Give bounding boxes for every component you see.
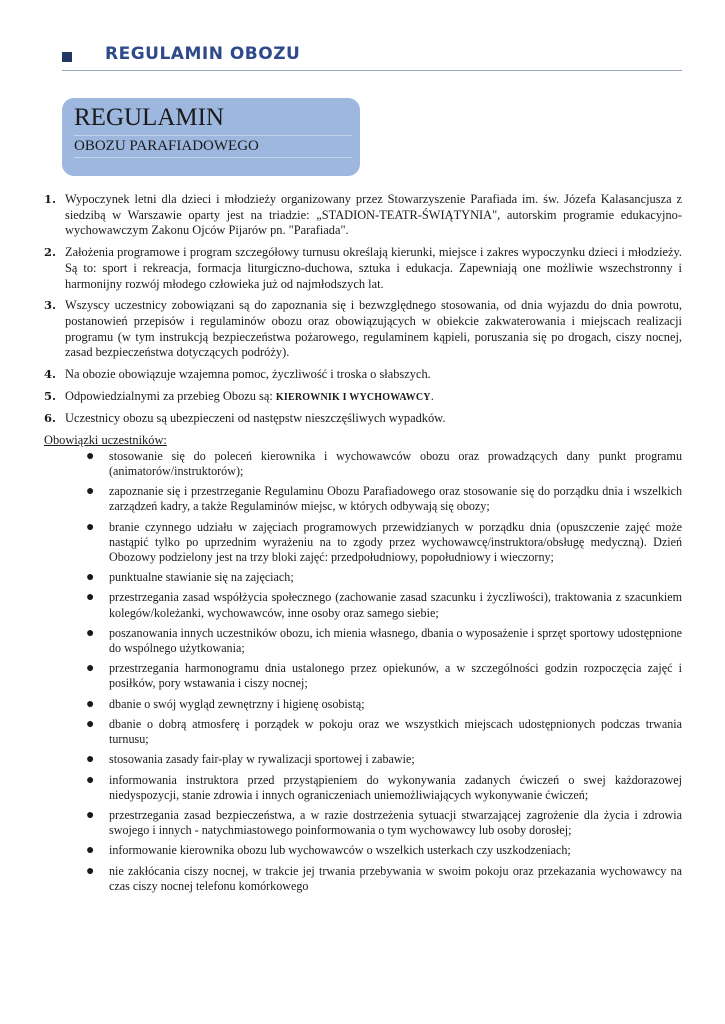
duty-text: przestrzegania zasad współżycia społecznego (zachowanie zasad szacunku i życzliwości), traktowania z szacunkiem kolegów/koleżanki, wychowawców, inne osoby oraz samego siebie; xyxy=(109,590,682,620)
duty-text: nie zakłócania ciszy nocnej, w trakcie jej trwania przebywania w swoim pokoju oraz przekazania wychowawcy na czas ciszy nocnej telefonu komórkowego xyxy=(109,863,682,893)
duty-text: zapoznanie się i przestrzeganie Regulaminu Obozu Parafiadowego oraz stosowanie się do porządku dnia i wszelkich zarządzeń kadry, a także Regulaminów miejsc, w których odbywają się obozy; xyxy=(109,484,682,514)
duty-text: informowanie kierownika obozu lub wychowawców o wszelkich usterkach czy uszkodzeniach; xyxy=(109,843,571,858)
bullet-icon: ● xyxy=(86,590,95,606)
numbered-item xyxy=(44,192,682,239)
duty-text: przestrzegania zasad bezpieczeństwa, a w razie dostrzeżenia sytuacji stwarzającej zagrożenie dla życia i zdrowia swojego i innych - natychmiastowego poinformowania o tym wychowawcy lub osoby dorosłej; xyxy=(109,807,682,838)
duty-text: stosowanie się do poleceń kierownika i wychowawców obozu oraz prowadzących dany punkt programu (animatorów/instruktorów); xyxy=(109,448,682,479)
item-number: 3. xyxy=(44,298,57,313)
numbered-item xyxy=(44,245,682,292)
duty-item xyxy=(44,661,682,691)
title-box-title: REGULAMIN xyxy=(74,104,224,131)
item-text: Założenia programowe i program szczegółowy turnusu określają kierunki, miejsce i zakres wypoczynku dzieci i młodzieży. Są to: sport i rekreacja, formacja liturgiczno-duchowa, sztuka i edukacja. Zapewniają one możliwie wszechstronny i harmonijny rozwój młodego człowieka już od najmłodszych lat. xyxy=(65,245,682,291)
bullet-icon: ● xyxy=(86,484,95,500)
duty-item xyxy=(44,570,682,585)
duty-item xyxy=(44,717,682,747)
header-rule xyxy=(62,70,682,71)
duties-list xyxy=(44,449,682,894)
duty-text: dbanie o dobrą atmosferę i porządek w pokoju oraz we wszystkich miejscach udostępnionych podczas trwania turnusu; xyxy=(109,716,682,747)
bullet-icon: ● xyxy=(86,863,95,879)
item-number: 5. xyxy=(44,388,57,403)
bullet-icon: ● xyxy=(86,716,95,732)
duty-item xyxy=(44,697,682,712)
regulation-content xyxy=(44,192,682,899)
duty-item xyxy=(44,864,682,894)
square-bullet-icon xyxy=(62,52,72,62)
bullet-icon: ● xyxy=(86,661,95,677)
title-box-subtitle: OBOZU PARAFIADOWEGO xyxy=(74,138,259,154)
numbered-item xyxy=(44,298,682,361)
item-number: 6. xyxy=(44,411,57,426)
bullet-icon: ● xyxy=(86,570,95,586)
item-number: 4. xyxy=(44,367,57,382)
bullet-icon: ● xyxy=(86,772,95,788)
duty-text: poszanowania innych uczestników obozu, ich mienia własnego, dbania o wyposażenie i sprzęt sportowy udostępnione do wspólnego użytkowania; xyxy=(109,625,682,656)
duty-item xyxy=(44,808,682,838)
duty-text: przestrzegania harmonogramu dnia ustalonego przez opiekunów, a w szczególności godzin rozpoczęcia zajęć i posiłków, pory wstawania i ciszy nocnej; xyxy=(109,661,682,691)
numbered-item xyxy=(44,389,682,406)
item-number: 2. xyxy=(44,245,57,260)
duty-item xyxy=(44,449,682,479)
bullet-icon: ● xyxy=(86,448,95,464)
item-text: Odpowiedzialnymi za przebieg Obozu są: xyxy=(65,388,276,403)
item-number: 1. xyxy=(44,192,57,206)
bullet-icon: ● xyxy=(86,752,95,768)
duty-text: stosowania zasady fair-play w rywalizacji sportowej i zabawie; xyxy=(109,752,415,767)
duty-item xyxy=(44,843,682,858)
duties-heading: Obowiązki uczestników: xyxy=(44,433,167,448)
duty-text: dbanie o swój wygląd zewnętrzny i higienę osobistą; xyxy=(109,696,365,711)
item-text: Wszyscy uczestnicy zobowiązani są do zapoznania się i bezwzględnego stosowania, od dnia wyjazdu do dnia powrotu, postanowień przepisów i regulaminów obozu oraz obowiązujących w obiekcie zakwaterowania i miejscach realizacji programu (w tym instrukcją bezpieczeństwa pożarowego, regulaminem kąpieli, poruszania się po drogach, ciszy nocnej, zasad bezpieczeństwa dotyczących podróży). xyxy=(65,298,682,360)
numbered-item xyxy=(44,367,682,383)
duty-item xyxy=(44,773,682,803)
bullet-icon: ● xyxy=(86,843,95,859)
duty-item xyxy=(44,752,682,767)
item-text: Uczestnicy obozu są ubezpieczeni od następstw nieszczęśliwych wypadków. xyxy=(65,411,446,426)
bullet-icon: ● xyxy=(86,625,95,641)
title-box xyxy=(62,98,360,176)
title-box-divider xyxy=(74,135,352,136)
bullet-icon: ● xyxy=(86,696,95,712)
bullet-icon: ● xyxy=(86,519,95,535)
duty-item xyxy=(44,626,682,656)
item-text: Na obozie obowiązuje wzajemna pomoc, życzliwość i troska o słabszych. xyxy=(65,367,431,382)
header-title: REGULAMIN OBOZU xyxy=(105,44,301,64)
duty-item xyxy=(44,590,682,620)
duty-item xyxy=(44,520,682,566)
duty-text: punktualne stawianie się na zajęciach; xyxy=(109,570,294,585)
duty-text: branie czynnego udziału w zajęciach programowych przewidzianych w porządku dnia (opuszczenie zajęć może nastąpić tylko po uprzednim wyrażeniu na to zgody przez wychowawcę/instruktora/obsługę medyczną). Dzień Obozowy podzielony jest na trzy bloki zajęć: przedpołudniowy, popołudniowy i wieczorny; xyxy=(109,519,682,565)
item-text-end: . xyxy=(430,388,434,403)
duty-item xyxy=(44,484,682,514)
duty-text: informowania instruktora przed przystąpieniem do wykonywania zadanych ćwiczeń o swej każdorazowej niedyspozycji, stanie zdrowia i innych ograniczeniach uniemożliwiających wykonywanie ćwiczeń; xyxy=(109,772,682,802)
item-caps-text: KIEROWNIK I WYCHOWAWCY xyxy=(275,391,431,403)
page-header xyxy=(62,44,682,70)
title-box-divider-bottom xyxy=(74,157,352,158)
numbered-item xyxy=(44,411,682,427)
item-text: Wypoczynek letni dla dzieci i młodzieży organizowany przez Stowarzyszenie Parafiada im. św. Józefa Kalasancjusza z siedzibą w Warszawie oparty jest na triadzie: „STADION-TEATR-ŚWIĄTYNIA", autorskim programie edukacyjno-wychowawczym Zakonu Ojców Pijarów pn. "Parafiada". xyxy=(65,192,682,238)
bullet-icon: ● xyxy=(86,807,95,823)
